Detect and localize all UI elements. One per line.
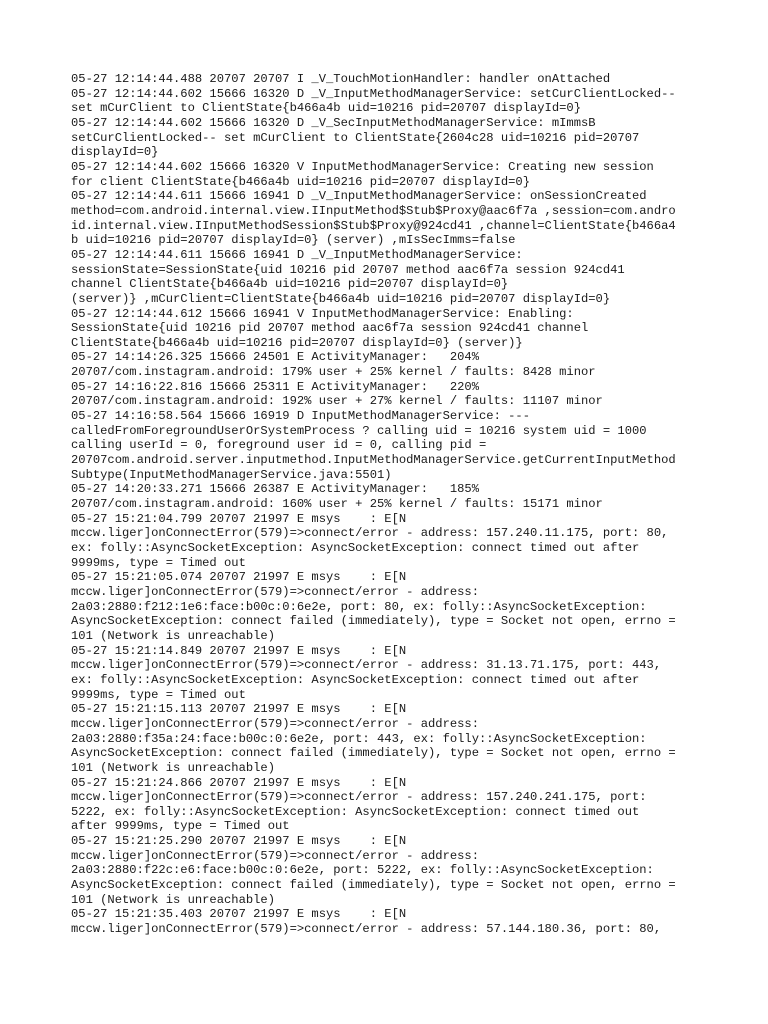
log-line: AsyncSocketException: connect failed (immediately), type = Socket not open, errno = xyxy=(71,614,676,629)
log-line: 9999ms, type = Timed out xyxy=(71,555,246,570)
log-line: 05-27 12:14:44.602 15666 16320 D _V_InputMethodManagerService: setCurClientLocked-- xyxy=(71,86,676,101)
log-line: 05-27 14:14:26.325 15666 24501 E ActivityManager: 204% xyxy=(71,350,479,365)
log-line: set mCurClient to ClientState{b466a4b uid=10216 pid=20707 displayId=0} xyxy=(71,101,581,116)
log-line: ClientState{b466a4b uid=10216 pid=20707 displayId=0} (server)} xyxy=(71,335,523,350)
log-line: 20707com.android.server.inputmethod.InputMethodManagerService.getCurrentInputMethod xyxy=(71,453,676,468)
log-line: 2a03:2880:f35a:24:face:b00c:0:6e2e, port: 443, ex: folly::AsyncSocketException: xyxy=(71,731,647,746)
log-line: 05-27 15:21:14.849 20707 21997 E msys : E[N xyxy=(71,643,407,658)
log-line: mccw.liger]onConnectError(579)=>connect/error - address: 157.240.241.175, port: xyxy=(71,790,647,805)
log-line: 101 (Network is unreachable) xyxy=(71,892,275,907)
log-line: 05-27 12:14:44.602 15666 16320 D _V_SecInputMethodManagerService: mImmsB xyxy=(71,115,596,130)
log-line: 20707/com.instagram.android: 192% user + 27% kernel / faults: 11107 minor xyxy=(71,394,603,409)
log-line: mccw.liger]onConnectError(579)=>connect/error - address: xyxy=(71,848,479,863)
log-line: method=com.android.internal.view.IInputMethod$Stub$Proxy@aac6f7a ,session=com.andro xyxy=(71,203,676,218)
log-line: Subtype(InputMethodManagerService.java:5501) xyxy=(71,467,392,482)
log-line: 05-27 15:21:35.403 20707 21997 E msys : E[N xyxy=(71,907,407,922)
log-line: (server)} ,mCurClient=ClientState{b466a4b uid=10216 pid=20707 displayId=0} xyxy=(71,291,611,306)
log-line: sessionState=SessionState{uid 10216 pid 20707 method aac6f7a session 924cd41 xyxy=(71,262,625,277)
log-line: setCurClientLocked-- set mCurClient to ClientState{2604c28 uid=10216 pid=20707 xyxy=(71,130,640,145)
log-line: mccw.liger]onConnectError(579)=>connect/error - address: xyxy=(71,716,479,731)
log-line: 05-27 14:16:22.816 15666 25311 E ActivityManager: 220% xyxy=(71,379,479,394)
log-line: AsyncSocketException: connect failed (immediately), type = Socket not open, errno = xyxy=(71,878,676,893)
log-line: mccw.liger]onConnectError(579)=>connect/error - address: xyxy=(71,584,479,599)
log-line: 05-27 15:21:25.290 20707 21997 E msys : E[N xyxy=(71,834,407,849)
log-line: SessionState{uid 10216 pid 20707 method aac6f7a session 924cd41 channel xyxy=(71,321,589,336)
log-line: 05-27 12:14:44.611 15666 16941 D _V_InputMethodManagerService: onSessionCreated xyxy=(71,189,647,204)
log-line: ex: folly::AsyncSocketException: AsyncSocketException: connect timed out after xyxy=(71,672,640,687)
log-line: 2a03:2880:f22c:e6:face:b00c:0:6e2e, port: 5222, ex: folly::AsyncSocketException: xyxy=(71,863,654,878)
log-line: AsyncSocketException: connect failed (immediately), type = Socket not open, errno = xyxy=(71,746,676,761)
log-line: 05-27 12:14:44.602 15666 16320 V InputMethodManagerService: Creating new session xyxy=(71,159,654,174)
log-line: displayId=0} xyxy=(71,145,159,160)
log-line: ex: folly::AsyncSocketException: AsyncSocketException: connect timed out after xyxy=(71,541,640,555)
log-line: channel ClientState{b466a4b uid=10216 pid=20707 displayId=0} xyxy=(71,277,509,292)
log-line: 101 (Network is unreachable) xyxy=(71,760,275,775)
log-line: 101 (Network is unreachable) xyxy=(71,628,275,643)
log-line: 05-27 15:21:24.866 20707 21997 E msys : E[N xyxy=(71,775,407,790)
log-line: 05-27 12:14:44.612 15666 16941 V InputMethodManagerService: Enabling: xyxy=(71,306,574,321)
log-line: 05-27 14:20:33.271 15666 26387 E ActivityManager: 185% xyxy=(71,482,479,497)
log-line: 05-27 15:21:05.074 20707 21997 E msys : E[N xyxy=(71,570,407,585)
log-line: 20707/com.instagram.android: 160% user + 25% kernel / faults: 15171 minor xyxy=(71,497,603,512)
log-line: 05-27 14:16:58.564 15666 16919 D InputMethodManagerService: --- xyxy=(71,409,530,424)
log-line: mccw.liger]onConnectError(579)=>connect/error - address: 157.240.11.175, port: 80, xyxy=(71,526,669,541)
log-line: 05-27 12:14:44.488 20707 20707 I _V_TouchMotionHandler: handler onAttached xyxy=(71,72,611,86)
log-line: 5222, ex: folly::AsyncSocketException: AsyncSocketException: connect timed out xyxy=(71,804,640,819)
log-line: 2a03:2880:f212:1e6:face:b00c:0:6e2e, port: 80, ex: folly::AsyncSocketException: xyxy=(71,599,647,614)
log-text-block xyxy=(71,72,711,937)
log-line: 05-27 12:14:44.611 15666 16941 D _V_InputMethodManagerService: xyxy=(71,247,523,262)
log-line: 05-27 15:21:04.799 20707 21997 E msys : E[N xyxy=(71,511,407,526)
log-line: b uid=10216 pid=20707 displayId=0} (server) ,mIsSecImms=false xyxy=(71,233,516,248)
log-line: calling userId = 0, foreground user id = 0, calling pid = xyxy=(71,438,487,453)
log-line: calledFromForegroundUserOrSystemProcess ? calling uid = 10216 system uid = 1000 xyxy=(71,423,647,438)
log-line: mccw.liger]onConnectError(579)=>connect/error - address: 57.144.180.36, port: 80, xyxy=(71,922,662,937)
log-line: id.internal.view.IInputMethodSession$Stub$Proxy@924cd41 ,channel=ClientState{b466a4 xyxy=(71,218,676,233)
log-line: 05-27 15:21:15.113 20707 21997 E msys : E[N xyxy=(71,702,407,717)
log-line: for client ClientState{b466a4b uid=10216 pid=20707 displayId=0} xyxy=(71,174,530,189)
log-line: 20707/com.instagram.android: 179% user + 25% kernel / faults: 8428 minor xyxy=(71,365,596,380)
log-line: mccw.liger]onConnectError(579)=>connect/error - address: 31.13.71.175, port: 443, xyxy=(71,658,662,673)
log-line: after 9999ms, type = Timed out xyxy=(71,819,290,834)
log-line: 9999ms, type = Timed out xyxy=(71,687,246,702)
